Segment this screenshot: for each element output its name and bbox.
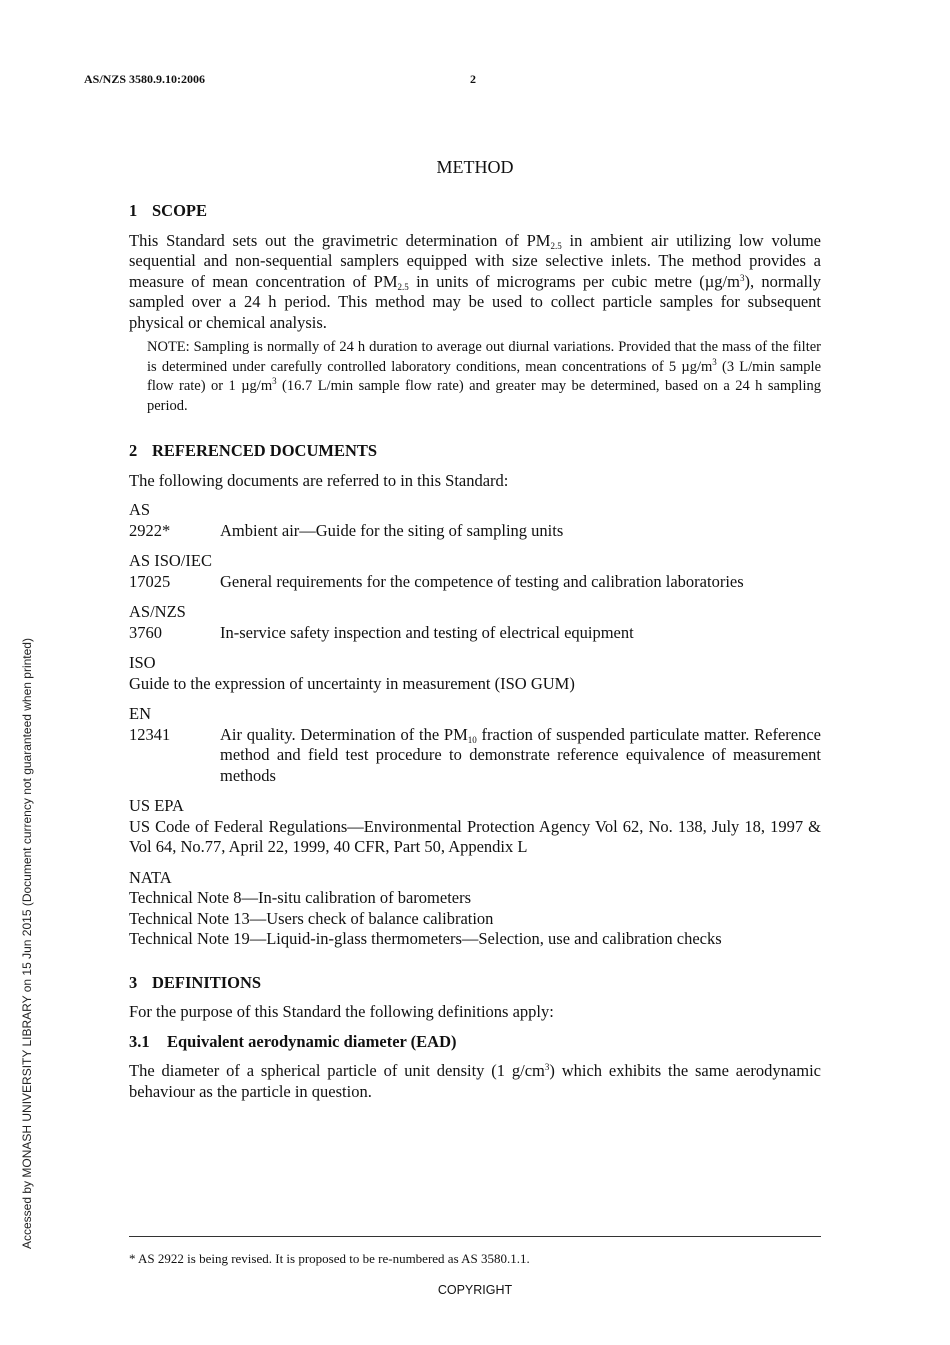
reference-title: Air quality. Determination of the $PM_{10}$ fraction of suspended particulate matter. Reference method and field test procedure to demonstrate reference equivalence of measurement methods [220, 724, 821, 785]
section-heading-definitions: 3 DEFINITIONS [129, 972, 262, 992]
page-number: 2 [470, 72, 476, 86]
access-watermark: Accessed by MONASH UNIVERSITY LIBRARY on 15 Jun 2015 (Document currency not guaranteed when printed) [20, 638, 34, 1249]
reference-item [129, 500, 821, 541]
reference-code: 2922* [129, 520, 171, 540]
reference-org: US EPA [129, 796, 184, 815]
reference-item [129, 602, 821, 643]
reference-org: AS/NZS [129, 602, 186, 621]
reference-title: Technical Note 13—Users check of balance calibration [129, 908, 494, 928]
footnote: * AS 2922 is being revised. It is proposed to be re-numbered as AS 3580.1.1. [129, 1251, 530, 1266]
reference-title: Technical Note 8—In-situ calibration of barometers [129, 888, 472, 907]
reference-code: 12341 [129, 724, 171, 744]
reference-code: 17025 [129, 571, 171, 591]
scope-paragraph: This Standard sets out the gravimetric determination of $PM_{2.5}$ in ambient air utilizing low volume sequential and non-sequential samplers equipped with size selective inlets. The method provides a measure of mean concentration of $PM_{2.5}$ in units of micrograms per cubic metre $(\mu g/m^3)$, normally sampled over a 24 h period. This method may be used to collect particle samples for subsequent physical or chemical analysis. [129, 230, 821, 332]
section-heading-referenced-documents: 2 REFERENCED DOCUMENTS [129, 441, 378, 460]
reference-title: US Code of Federal Regulations—Environmental Protection Agency Vol 62, No. 138, July 18, 1997 & Vol 64, No.77, April 22, 1999, 40 CFR, Part 50, Appendix L [129, 816, 821, 856]
reference-item [129, 551, 821, 592]
reference-org: NATA [129, 867, 172, 887]
reference-title: Technical Note 19—Liquid-in-glass thermometers—Selection, use and calibration checks [129, 929, 722, 948]
subsection-heading-ead: 3.1 Equivalent aerodynamic diameter (EAD) [129, 1031, 457, 1051]
reference-item [129, 796, 821, 858]
footnote-divider [129, 1236, 821, 1237]
reference-org: ISO [129, 653, 156, 672]
reference-title: Guide to the expression of uncertainty in measurement (ISO GUM) [129, 673, 575, 693]
reference-title: In-service safety inspection and testing of electrical equipment [220, 622, 634, 642]
reference-org: AS ISO/IEC [129, 551, 212, 570]
reference-code: 3760 [129, 622, 162, 642]
reference-org: EN [129, 704, 151, 723]
document-body [129, 201, 821, 1111]
copyright-label: COPYRIGHT [437, 1283, 513, 1297]
document-id: AS/NZS 3580.9.10:2006 [84, 72, 206, 86]
page-title: METHOD [436, 157, 514, 177]
reference-title: General requirements for the competence of testing and calibration laboratories [220, 571, 744, 591]
reference-org: AS [129, 500, 151, 519]
referenced-intro: The following documents are referred to in this Standard: [129, 470, 509, 490]
reference-item [129, 868, 821, 950]
reference-item [129, 653, 821, 694]
reference-item [129, 704, 821, 786]
reference-title: Ambient air—Guide for the siting of sampling units [220, 520, 564, 540]
definitions-intro: For the purpose of this Standard the following definitions apply: [129, 1002, 554, 1021]
ead-definition: The diameter of a spherical particle of unit density (1 $g/cm^3$) which exhibits the same aerodynamic behaviour as the particle in question. [129, 1061, 821, 1101]
section-heading-scope: 1 SCOPE [129, 201, 208, 220]
scope-note: NOTE: Sampling is normally of 24 h duration to average out diurnal variations. Provided that the mass of the filter is determined under carefully controlled laboratory conditions, mean concentrations of 5 $\mu g/m^3$ (3 L/min sample flow rate) or 1 $\mu g/m^3$ (16.7 L/min sample flow rate) and greater may be determined, based on a 24 h sampling period. [147, 339, 822, 414]
